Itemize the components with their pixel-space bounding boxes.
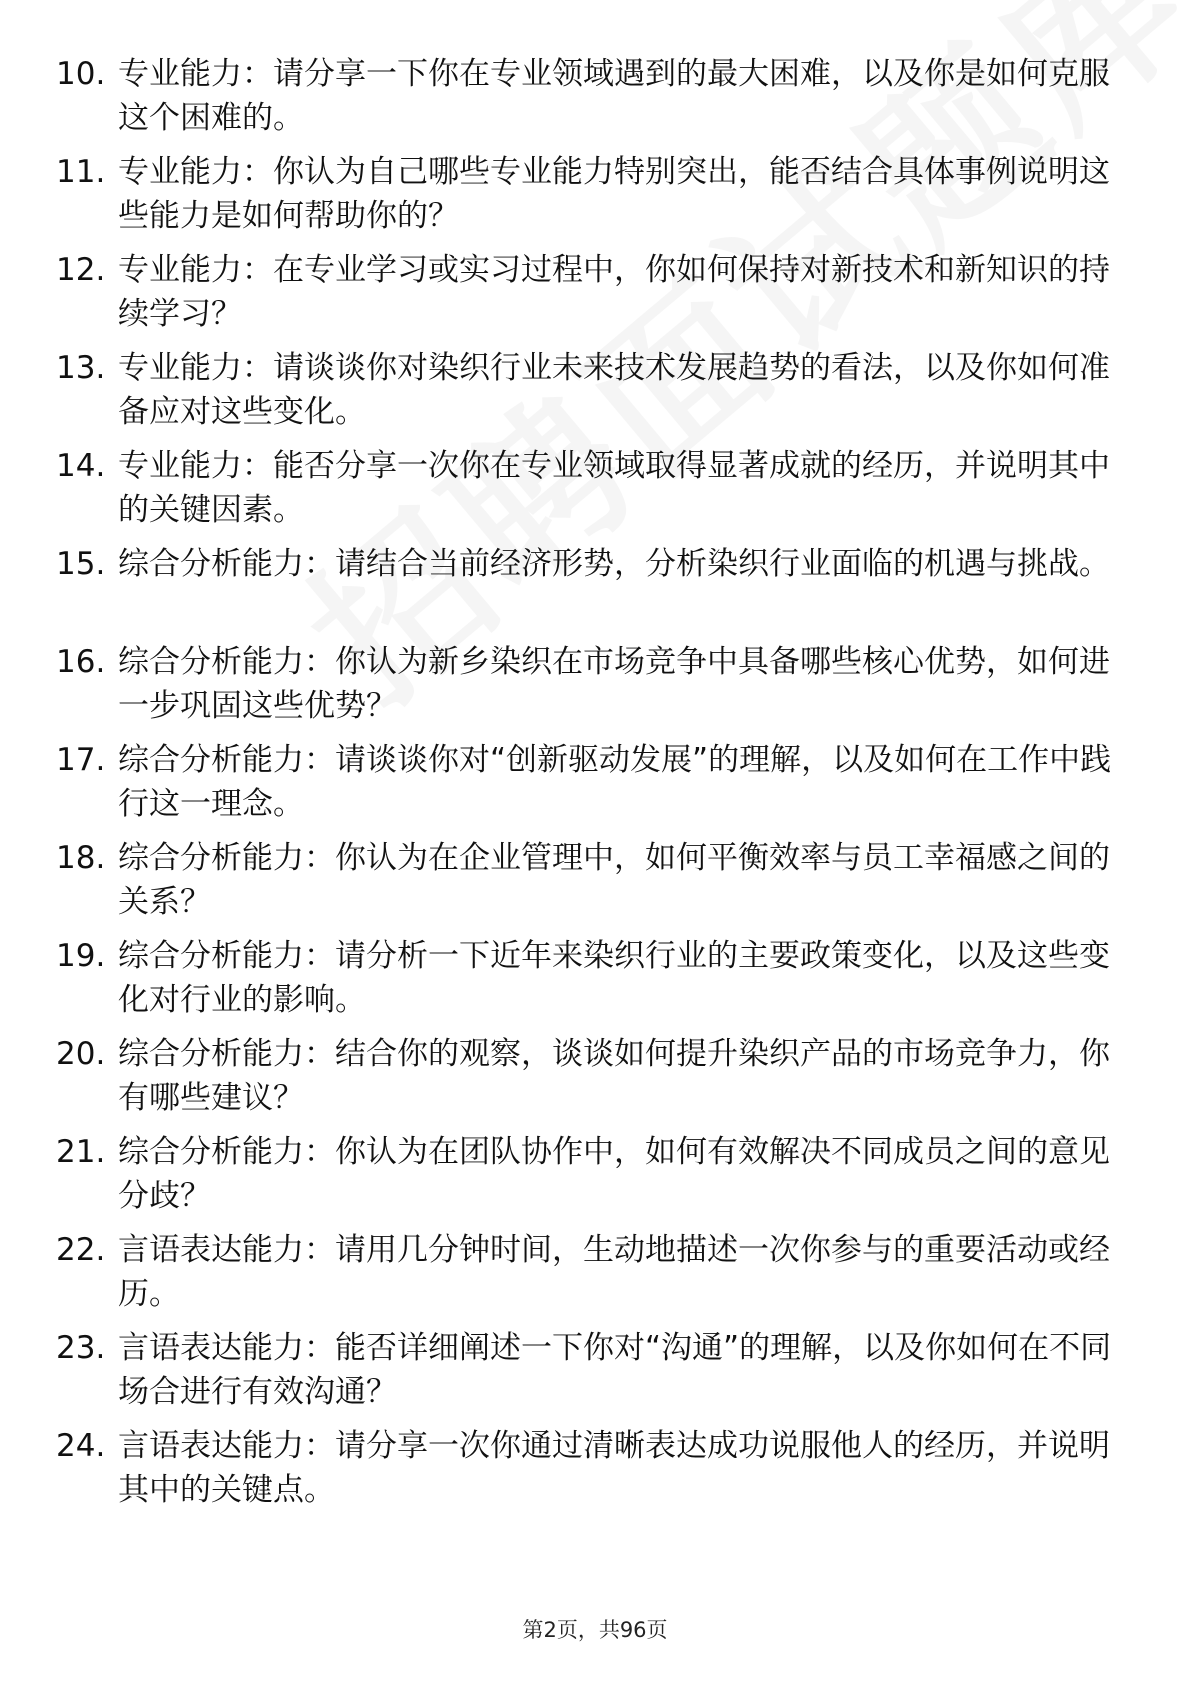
question-item xyxy=(56,346,1136,434)
question-item xyxy=(56,52,1136,140)
question-number: 20. xyxy=(56,1036,106,1072)
question-text: 专业能力：你认为自己哪些专业能力特别突出，能否结合具体事例说明这些能力是如何帮助你的？ xyxy=(118,154,1110,234)
question-number: 12. xyxy=(56,252,106,288)
question-item xyxy=(56,738,1136,826)
question-item xyxy=(56,1228,1136,1316)
question-item xyxy=(56,542,1136,630)
question-item xyxy=(56,150,1136,238)
question-text: 言语表达能力：请用几分钟时间，生动地描述一次你参与的重要活动或经历。 xyxy=(118,1232,1110,1312)
question-item xyxy=(56,444,1136,532)
question-text: 专业能力：请分享一下你在专业领域遇到的最大困难，以及你是如何克服这个困难的。 xyxy=(118,56,1110,136)
page-footer: 第2页，共96页 xyxy=(522,1618,668,1642)
question-number: 13. xyxy=(56,350,106,386)
question-number: 16. xyxy=(56,644,106,680)
question-item xyxy=(56,248,1136,336)
question-number: 24. xyxy=(56,1428,106,1464)
question-item xyxy=(56,934,1136,1022)
question-number: 23. xyxy=(56,1330,106,1366)
question-item xyxy=(56,1326,1136,1414)
question-number: 14. xyxy=(56,448,106,484)
question-text: 综合分析能力：请结合当前经济形势，分析染织行业面临的机遇与挑战。 xyxy=(118,546,1110,582)
question-text: 综合分析能力：请分析一下近年来染织行业的主要政策变化，以及这些变化对行业的影响。 xyxy=(118,938,1110,1018)
question-item xyxy=(56,836,1136,924)
question-text: 综合分析能力：你认为在团队协作中，如何有效解决不同成员之间的意见分歧？ xyxy=(118,1134,1110,1214)
question-number: 18. xyxy=(56,840,106,876)
question-text: 专业能力：在专业学习或实习过程中，你如何保持对新技术和新知识的持续学习？ xyxy=(118,252,1110,332)
question-text: 综合分析能力：你认为在企业管理中，如何平衡效率与员工幸福感之间的关系？ xyxy=(118,840,1110,920)
question-item xyxy=(56,1130,1136,1218)
question-text: 言语表达能力：能否详细阐述一下你对“沟通”的理解，以及你如何在不同场合进行有效沟通？ xyxy=(118,1330,1112,1410)
question-item xyxy=(56,1032,1136,1120)
question-text: 综合分析能力：你认为新乡染织在市场竞争中具备哪些核心优势，如何进一步巩固这些优势？ xyxy=(118,644,1110,724)
question-number: 17. xyxy=(56,742,106,778)
question-text: 专业能力：请谈谈你对染织行业未来技术发展趋势的看法，以及你如何准备应对这些变化。 xyxy=(118,350,1110,430)
question-text: 专业能力：能否分享一次你在专业领域取得显著成就的经历，并说明其中的关键因素。 xyxy=(118,448,1110,528)
question-item xyxy=(56,1424,1136,1512)
question-number: 11. xyxy=(56,154,106,190)
question-number: 22. xyxy=(56,1232,106,1268)
question-number: 19. xyxy=(56,938,106,974)
question-text: 综合分析能力：结合你的观察，谈谈如何提升染织产品的市场竞争力，你有哪些建议？ xyxy=(118,1036,1110,1116)
question-number: 21. xyxy=(56,1134,106,1170)
question-number: 15. xyxy=(56,546,106,582)
question-number: 10. xyxy=(56,56,106,92)
question-item xyxy=(56,640,1136,728)
question-text: 言语表达能力：请分享一次你通过清晰表达成功说服他人的经历，并说明其中的关键点。 xyxy=(118,1428,1110,1508)
question-list xyxy=(56,52,1136,1522)
question-text: 综合分析能力：请谈谈你对“创新驱动发展”的理解，以及如何在工作中践行这一理念。 xyxy=(118,742,1112,822)
